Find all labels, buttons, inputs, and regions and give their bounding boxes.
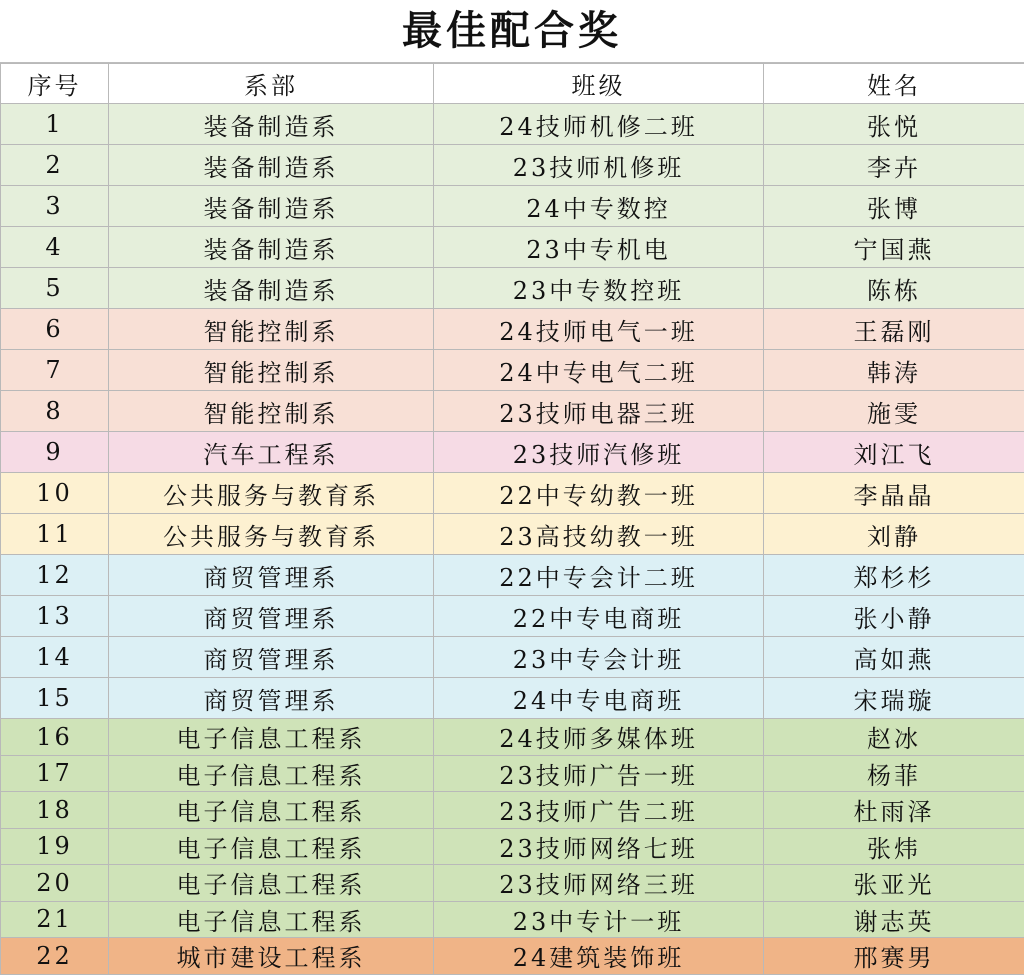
- table-row: [1, 186, 1024, 227]
- cell-index: 6: [1, 309, 109, 350]
- cell-class: 23中专计一班: [434, 901, 764, 938]
- cell-department: 商贸管理系: [109, 596, 434, 637]
- table-header: [1, 64, 1024, 104]
- cell-index: 15: [1, 678, 109, 719]
- cell-index: 4: [1, 227, 109, 268]
- cell-name: 张亚光: [764, 865, 1024, 902]
- cell-class: 23技师广告二班: [434, 792, 764, 829]
- cell-name: 宁国燕: [764, 227, 1024, 268]
- table-row: [1, 432, 1024, 473]
- cell-class: 22中专幼教一班: [434, 473, 764, 514]
- cell-class: 24中专电商班: [434, 678, 764, 719]
- cell-department: 城市建设工程系: [109, 938, 434, 975]
- cell-name: 宋瑞璇: [764, 678, 1024, 719]
- cell-name: 施雯: [764, 391, 1024, 432]
- cell-class: 22中专会计二班: [434, 555, 764, 596]
- cell-department: 装备制造系: [109, 104, 434, 145]
- cell-department: 公共服务与教育系: [109, 473, 434, 514]
- cell-department: 电子信息工程系: [109, 755, 434, 792]
- table-row: [1, 755, 1024, 792]
- cell-department: 商贸管理系: [109, 637, 434, 678]
- table-row: [1, 596, 1024, 637]
- cell-name: 杨菲: [764, 755, 1024, 792]
- page-title: 最佳配合奖: [0, 0, 1024, 63]
- cell-name: 张炜: [764, 828, 1024, 865]
- table-row: [1, 865, 1024, 902]
- header-name: 姓名: [764, 64, 1024, 104]
- cell-name: 邢赛男: [764, 938, 1024, 975]
- header-department: 系部: [109, 64, 434, 104]
- header-row: [1, 64, 1024, 104]
- cell-class: 23中专会计班: [434, 637, 764, 678]
- table-row: [1, 268, 1024, 309]
- cell-index: 5: [1, 268, 109, 309]
- cell-name: 赵冰: [764, 719, 1024, 756]
- table-row: [1, 792, 1024, 829]
- table-row: [1, 104, 1024, 145]
- cell-class: 23高技幼教一班: [434, 514, 764, 555]
- cell-class: 24中专数控: [434, 186, 764, 227]
- cell-department: 装备制造系: [109, 227, 434, 268]
- cell-index: 18: [1, 792, 109, 829]
- cell-department: 商贸管理系: [109, 555, 434, 596]
- cell-index: 19: [1, 828, 109, 865]
- cell-index: 20: [1, 865, 109, 902]
- cell-index: 11: [1, 514, 109, 555]
- cell-class: 24技师电气一班: [434, 309, 764, 350]
- cell-index: 16: [1, 719, 109, 756]
- cell-name: 韩涛: [764, 350, 1024, 391]
- table-row: [1, 391, 1024, 432]
- cell-index: 14: [1, 637, 109, 678]
- cell-name: 张小静: [764, 596, 1024, 637]
- cell-class: 23技师汽修班: [434, 432, 764, 473]
- cell-class: 23技师机修班: [434, 145, 764, 186]
- cell-index: 3: [1, 186, 109, 227]
- header-class: 班级: [434, 64, 764, 104]
- cell-class: 24技师多媒体班: [434, 719, 764, 756]
- table-row: [1, 145, 1024, 186]
- cell-class: 24建筑装饰班: [434, 938, 764, 975]
- header-index: 序号: [1, 64, 109, 104]
- cell-class: 24中专电气二班: [434, 350, 764, 391]
- cell-department: 电子信息工程系: [109, 719, 434, 756]
- cell-name: 高如燕: [764, 637, 1024, 678]
- cell-name: 谢志英: [764, 901, 1024, 938]
- cell-department: 汽车工程系: [109, 432, 434, 473]
- cell-index: 12: [1, 555, 109, 596]
- table-row: [1, 901, 1024, 938]
- table-row: [1, 350, 1024, 391]
- cell-name: 陈栋: [764, 268, 1024, 309]
- table-row: [1, 473, 1024, 514]
- cell-class: 24技师机修二班: [434, 104, 764, 145]
- cell-name: 刘江飞: [764, 432, 1024, 473]
- cell-department: 电子信息工程系: [109, 865, 434, 902]
- table-row: [1, 637, 1024, 678]
- cell-index: 8: [1, 391, 109, 432]
- cell-index: 2: [1, 145, 109, 186]
- cell-name: 郑杉杉: [764, 555, 1024, 596]
- cell-index: 10: [1, 473, 109, 514]
- cell-department: 智能控制系: [109, 350, 434, 391]
- table-row: [1, 678, 1024, 719]
- award-table: [0, 63, 1024, 975]
- cell-class: 23技师电器三班: [434, 391, 764, 432]
- cell-department: 装备制造系: [109, 268, 434, 309]
- cell-department: 智能控制系: [109, 391, 434, 432]
- cell-class: 23技师广告一班: [434, 755, 764, 792]
- table-row: [1, 938, 1024, 975]
- cell-index: 17: [1, 755, 109, 792]
- cell-index: 7: [1, 350, 109, 391]
- cell-class: 23技师网络三班: [434, 865, 764, 902]
- cell-name: 王磊刚: [764, 309, 1024, 350]
- cell-department: 装备制造系: [109, 186, 434, 227]
- cell-department: 智能控制系: [109, 309, 434, 350]
- cell-index: 9: [1, 432, 109, 473]
- table-row: [1, 227, 1024, 268]
- cell-department: 装备制造系: [109, 145, 434, 186]
- table-row: [1, 719, 1024, 756]
- cell-department: 电子信息工程系: [109, 828, 434, 865]
- cell-department: 电子信息工程系: [109, 792, 434, 829]
- table-body: [1, 104, 1024, 975]
- table-row: [1, 514, 1024, 555]
- cell-name: 杜雨泽: [764, 792, 1024, 829]
- table-row: [1, 555, 1024, 596]
- cell-class: 23中专机电: [434, 227, 764, 268]
- cell-index: 13: [1, 596, 109, 637]
- cell-class: 22中专电商班: [434, 596, 764, 637]
- cell-name: 刘静: [764, 514, 1024, 555]
- cell-name: 张博: [764, 186, 1024, 227]
- cell-department: 商贸管理系: [109, 678, 434, 719]
- cell-name: 李晶晶: [764, 473, 1024, 514]
- cell-name: 张悦: [764, 104, 1024, 145]
- cell-class: 23技师网络七班: [434, 828, 764, 865]
- cell-index: 21: [1, 901, 109, 938]
- table-row: [1, 309, 1024, 350]
- cell-index: 22: [1, 938, 109, 975]
- cell-department: 电子信息工程系: [109, 901, 434, 938]
- cell-index: 1: [1, 104, 109, 145]
- cell-name: 李卉: [764, 145, 1024, 186]
- table-row: [1, 828, 1024, 865]
- cell-department: 公共服务与教育系: [109, 514, 434, 555]
- cell-class: 23中专数控班: [434, 268, 764, 309]
